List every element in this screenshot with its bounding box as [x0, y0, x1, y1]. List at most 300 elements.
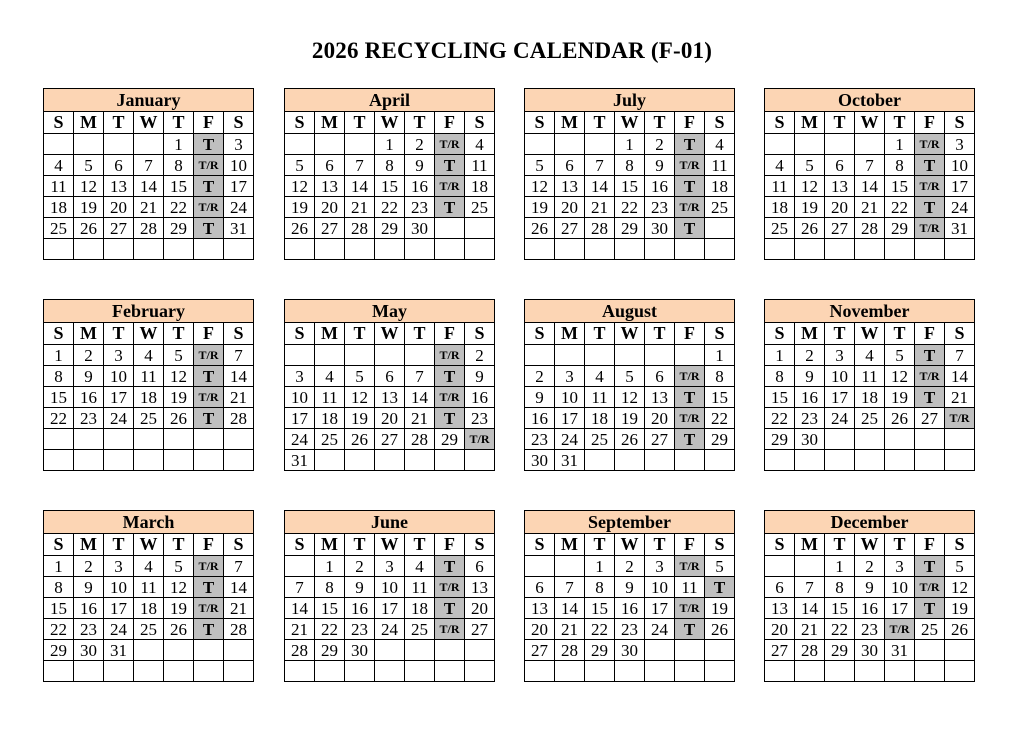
empty-cell: [375, 239, 405, 260]
day-cell: 17: [104, 387, 134, 408]
week-row: [285, 619, 495, 640]
week-row: [525, 577, 735, 598]
empty-cell: [585, 239, 615, 260]
day-cell: 20: [765, 619, 795, 640]
week-row: [285, 577, 495, 598]
day-cell: 21: [405, 408, 435, 429]
day-cell: 21: [585, 197, 615, 218]
day-cell: 29: [435, 429, 465, 450]
day-cell: 4: [134, 556, 164, 577]
weekday-header: T: [885, 323, 915, 345]
weekday-header: T: [164, 112, 194, 134]
day-cell: 8: [585, 577, 615, 598]
pickup-cell: T/R: [675, 197, 705, 218]
week-row: [44, 239, 254, 260]
week-row: [44, 197, 254, 218]
empty-cell: [615, 345, 645, 366]
day-cell: 3: [375, 556, 405, 577]
day-cell: 29: [765, 429, 795, 450]
week-row: [765, 619, 975, 640]
day-cell: 30: [615, 640, 645, 661]
empty-cell: [435, 450, 465, 471]
day-cell: 15: [705, 387, 735, 408]
day-cell: 11: [585, 387, 615, 408]
empty-cell: [915, 239, 945, 260]
pickup-cell: T: [675, 619, 705, 640]
empty-cell: [74, 661, 104, 682]
empty-cell: [945, 239, 975, 260]
day-cell: 18: [705, 176, 735, 197]
day-cell: 14: [345, 176, 375, 197]
pickup-cell: T: [675, 134, 705, 155]
empty-cell: [885, 661, 915, 682]
day-cell: 3: [224, 134, 254, 155]
week-row: [765, 197, 975, 218]
month-table: [284, 322, 495, 471]
pickup-cell: T: [915, 197, 945, 218]
empty-cell: [405, 345, 435, 366]
day-cell: 20: [315, 197, 345, 218]
day-cell: 19: [885, 387, 915, 408]
day-cell: 18: [405, 598, 435, 619]
empty-cell: [945, 429, 975, 450]
weekday-header: T: [104, 534, 134, 556]
day-cell: 16: [74, 387, 104, 408]
weekday-header: M: [555, 534, 585, 556]
empty-cell: [825, 239, 855, 260]
week-row: [285, 556, 495, 577]
empty-cell: [194, 239, 224, 260]
day-cell: 25: [405, 619, 435, 640]
empty-cell: [405, 239, 435, 260]
month-february: [43, 299, 254, 471]
empty-cell: [585, 134, 615, 155]
month-june: [284, 510, 495, 682]
weekday-header: W: [615, 534, 645, 556]
weekday-header: S: [765, 112, 795, 134]
month-table: [43, 111, 254, 260]
pickup-cell: T: [194, 366, 224, 387]
month-name: April: [284, 88, 495, 111]
weekday-header: M: [74, 534, 104, 556]
day-cell: 18: [765, 197, 795, 218]
day-cell: 17: [375, 598, 405, 619]
day-cell: 21: [224, 387, 254, 408]
day-cell: 9: [345, 577, 375, 598]
empty-cell: [525, 134, 555, 155]
weekday-header: W: [615, 323, 645, 345]
month-august: [524, 299, 735, 471]
day-cell: 9: [525, 387, 555, 408]
empty-cell: [285, 239, 315, 260]
empty-cell: [104, 450, 134, 471]
week-row: [44, 218, 254, 239]
day-cell: 13: [375, 387, 405, 408]
day-cell: 31: [555, 450, 585, 471]
weekday-header: T: [345, 534, 375, 556]
day-cell: 3: [945, 134, 975, 155]
day-cell: 7: [134, 155, 164, 176]
week-row: [285, 429, 495, 450]
day-cell: 3: [104, 556, 134, 577]
day-cell: 24: [645, 619, 675, 640]
week-row: [525, 197, 735, 218]
day-cell: 23: [465, 408, 495, 429]
empty-cell: [44, 661, 74, 682]
weekday-header: F: [435, 323, 465, 345]
day-cell: 18: [315, 408, 345, 429]
day-cell: 18: [585, 408, 615, 429]
month-name: September: [524, 510, 735, 533]
empty-cell: [585, 345, 615, 366]
day-cell: 13: [465, 577, 495, 598]
day-cell: 19: [285, 197, 315, 218]
day-cell: 27: [375, 429, 405, 450]
weekday-header: F: [435, 534, 465, 556]
day-cell: 1: [585, 556, 615, 577]
day-cell: 10: [375, 577, 405, 598]
empty-cell: [675, 640, 705, 661]
day-cell: 5: [795, 155, 825, 176]
empty-cell: [285, 345, 315, 366]
weekday-header: T: [825, 534, 855, 556]
weekday-header: S: [705, 112, 735, 134]
day-cell: 22: [44, 408, 74, 429]
month-name: June: [284, 510, 495, 533]
pickup-cell: T/R: [435, 577, 465, 598]
day-cell: 26: [164, 408, 194, 429]
empty-cell: [555, 239, 585, 260]
empty-cell: [194, 450, 224, 471]
pickup-cell: T/R: [675, 366, 705, 387]
weekday-header: S: [44, 534, 74, 556]
day-cell: 10: [224, 155, 254, 176]
empty-cell: [375, 640, 405, 661]
day-cell: 5: [615, 366, 645, 387]
day-cell: 19: [345, 408, 375, 429]
month-name: November: [764, 299, 975, 322]
day-cell: 17: [945, 176, 975, 197]
day-cell: 1: [315, 556, 345, 577]
week-row: [285, 155, 495, 176]
empty-cell: [915, 661, 945, 682]
month-table: [524, 533, 735, 682]
pickup-cell: T: [435, 197, 465, 218]
week-row: [525, 556, 735, 577]
day-cell: 27: [315, 218, 345, 239]
pickup-cell: T: [915, 345, 945, 366]
day-cell: 26: [164, 619, 194, 640]
month-name: July: [524, 88, 735, 111]
week-row: [285, 134, 495, 155]
weekday-header: T: [885, 534, 915, 556]
empty-cell: [525, 661, 555, 682]
empty-cell: [825, 450, 855, 471]
empty-cell: [555, 134, 585, 155]
weekday-header: T: [645, 323, 675, 345]
pickup-cell: T: [675, 429, 705, 450]
day-cell: 28: [555, 640, 585, 661]
week-row: [765, 408, 975, 429]
day-cell: 10: [104, 366, 134, 387]
empty-cell: [675, 661, 705, 682]
empty-cell: [435, 661, 465, 682]
day-cell: 10: [825, 366, 855, 387]
pickup-cell: T: [194, 408, 224, 429]
empty-cell: [765, 239, 795, 260]
day-cell: 12: [795, 176, 825, 197]
day-cell: 30: [645, 218, 675, 239]
day-cell: 22: [585, 619, 615, 640]
weekday-header: S: [945, 112, 975, 134]
empty-cell: [615, 661, 645, 682]
week-row: [285, 661, 495, 682]
empty-cell: [675, 450, 705, 471]
empty-cell: [915, 640, 945, 661]
pickup-cell: T/R: [194, 598, 224, 619]
month-name: October: [764, 88, 975, 111]
week-row: [44, 429, 254, 450]
week-row: [285, 640, 495, 661]
day-cell: 1: [825, 556, 855, 577]
day-cell: 3: [825, 345, 855, 366]
week-row: [44, 577, 254, 598]
empty-cell: [224, 429, 254, 450]
weekday-header: T: [585, 323, 615, 345]
day-cell: 14: [285, 598, 315, 619]
empty-cell: [74, 134, 104, 155]
weekday-header: T: [164, 534, 194, 556]
day-cell: 23: [855, 619, 885, 640]
weekday-header: T: [825, 112, 855, 134]
week-row: [525, 239, 735, 260]
week-row: [44, 640, 254, 661]
day-cell: 12: [945, 577, 975, 598]
empty-cell: [315, 134, 345, 155]
day-cell: 14: [855, 176, 885, 197]
day-cell: 22: [615, 197, 645, 218]
day-cell: 14: [795, 598, 825, 619]
week-row: [44, 556, 254, 577]
day-cell: 16: [74, 598, 104, 619]
day-cell: 25: [585, 429, 615, 450]
day-cell: 30: [855, 640, 885, 661]
day-cell: 16: [345, 598, 375, 619]
day-cell: 8: [44, 577, 74, 598]
day-cell: 11: [44, 176, 74, 197]
day-cell: 26: [285, 218, 315, 239]
day-cell: 27: [465, 619, 495, 640]
day-cell: 2: [405, 134, 435, 155]
empty-cell: [405, 450, 435, 471]
day-cell: 1: [44, 345, 74, 366]
weekday-header: W: [615, 112, 645, 134]
pickup-cell: T/R: [435, 619, 465, 640]
pickup-cell: T/R: [945, 408, 975, 429]
day-cell: 26: [885, 408, 915, 429]
day-cell: 4: [585, 366, 615, 387]
empty-cell: [525, 556, 555, 577]
day-cell: 31: [285, 450, 315, 471]
week-row: [285, 176, 495, 197]
day-cell: 2: [345, 556, 375, 577]
day-cell: 16: [405, 176, 435, 197]
empty-cell: [345, 134, 375, 155]
weekday-header: S: [285, 112, 315, 134]
weekday-header: S: [465, 112, 495, 134]
week-row: [525, 345, 735, 366]
empty-cell: [765, 556, 795, 577]
weekday-header: M: [315, 323, 345, 345]
day-cell: 9: [615, 577, 645, 598]
day-cell: 3: [104, 345, 134, 366]
empty-cell: [164, 640, 194, 661]
day-cell: 6: [765, 577, 795, 598]
pickup-cell: T/R: [675, 155, 705, 176]
day-cell: 29: [585, 640, 615, 661]
day-cell: 31: [104, 640, 134, 661]
day-cell: 27: [915, 408, 945, 429]
day-cell: 10: [555, 387, 585, 408]
day-cell: 5: [74, 155, 104, 176]
pickup-cell: T/R: [915, 176, 945, 197]
empty-cell: [615, 239, 645, 260]
day-cell: 1: [615, 134, 645, 155]
empty-cell: [945, 640, 975, 661]
pickup-cell: T/R: [435, 387, 465, 408]
pickup-cell: T/R: [435, 345, 465, 366]
empty-cell: [104, 134, 134, 155]
day-cell: 26: [705, 619, 735, 640]
day-cell: 7: [405, 366, 435, 387]
pickup-cell: T: [705, 577, 735, 598]
empty-cell: [315, 450, 345, 471]
weekday-header: S: [945, 323, 975, 345]
weekday-header: M: [795, 534, 825, 556]
weekday-header: T: [405, 323, 435, 345]
empty-cell: [134, 134, 164, 155]
day-cell: 28: [224, 619, 254, 640]
empty-cell: [645, 640, 675, 661]
day-cell: 5: [285, 155, 315, 176]
empty-cell: [345, 239, 375, 260]
day-cell: 9: [405, 155, 435, 176]
week-row: [285, 387, 495, 408]
day-cell: 11: [765, 176, 795, 197]
day-cell: 8: [164, 155, 194, 176]
weekday-header: T: [645, 534, 675, 556]
weekday-header: T: [345, 323, 375, 345]
day-cell: 15: [44, 598, 74, 619]
day-cell: 30: [405, 218, 435, 239]
day-cell: 5: [945, 556, 975, 577]
week-row: [285, 408, 495, 429]
month-name: December: [764, 510, 975, 533]
weekday-header: W: [375, 534, 405, 556]
day-cell: 6: [825, 155, 855, 176]
day-cell: 16: [465, 387, 495, 408]
empty-cell: [345, 345, 375, 366]
day-cell: 25: [765, 218, 795, 239]
week-row: [765, 556, 975, 577]
week-row: [285, 598, 495, 619]
empty-cell: [224, 661, 254, 682]
day-cell: 21: [555, 619, 585, 640]
empty-cell: [44, 450, 74, 471]
day-cell: 4: [855, 345, 885, 366]
empty-cell: [315, 661, 345, 682]
day-cell: 10: [285, 387, 315, 408]
day-cell: 1: [164, 134, 194, 155]
empty-cell: [705, 239, 735, 260]
empty-cell: [915, 450, 945, 471]
empty-cell: [435, 640, 465, 661]
week-row: [525, 218, 735, 239]
day-cell: 13: [104, 176, 134, 197]
week-row: [285, 197, 495, 218]
weekday-header: W: [375, 323, 405, 345]
day-cell: 14: [134, 176, 164, 197]
empty-cell: [555, 345, 585, 366]
day-cell: 30: [795, 429, 825, 450]
pickup-cell: T/R: [465, 429, 495, 450]
week-row: [765, 176, 975, 197]
day-cell: 18: [465, 176, 495, 197]
month-name: March: [43, 510, 254, 533]
pickup-cell: T: [435, 556, 465, 577]
day-cell: 8: [375, 155, 405, 176]
empty-cell: [465, 218, 495, 239]
day-cell: 30: [345, 640, 375, 661]
pickup-cell: T: [435, 408, 465, 429]
day-cell: 7: [585, 155, 615, 176]
day-cell: 11: [405, 577, 435, 598]
week-row: [525, 598, 735, 619]
weekday-header: T: [645, 112, 675, 134]
empty-cell: [194, 640, 224, 661]
day-cell: 2: [465, 345, 495, 366]
week-row: [765, 661, 975, 682]
day-cell: 12: [285, 176, 315, 197]
day-cell: 7: [555, 577, 585, 598]
day-cell: 15: [765, 387, 795, 408]
weekday-header: F: [675, 112, 705, 134]
day-cell: 12: [615, 387, 645, 408]
week-row: [44, 408, 254, 429]
day-cell: 20: [465, 598, 495, 619]
day-cell: 11: [855, 366, 885, 387]
day-cell: 24: [555, 429, 585, 450]
pickup-cell: T: [915, 598, 945, 619]
day-cell: 20: [645, 408, 675, 429]
pickup-cell: T: [194, 134, 224, 155]
weekday-header: S: [765, 534, 795, 556]
day-cell: 4: [44, 155, 74, 176]
weekday-header: W: [134, 534, 164, 556]
day-cell: 23: [645, 197, 675, 218]
month-march: [43, 510, 254, 682]
day-cell: 6: [645, 366, 675, 387]
day-cell: 14: [585, 176, 615, 197]
day-cell: 16: [525, 408, 555, 429]
day-cell: 19: [164, 598, 194, 619]
weekday-header: M: [555, 112, 585, 134]
day-cell: 18: [855, 387, 885, 408]
day-cell: 7: [285, 577, 315, 598]
empty-cell: [74, 450, 104, 471]
pickup-cell: T: [435, 598, 465, 619]
day-cell: 1: [885, 134, 915, 155]
